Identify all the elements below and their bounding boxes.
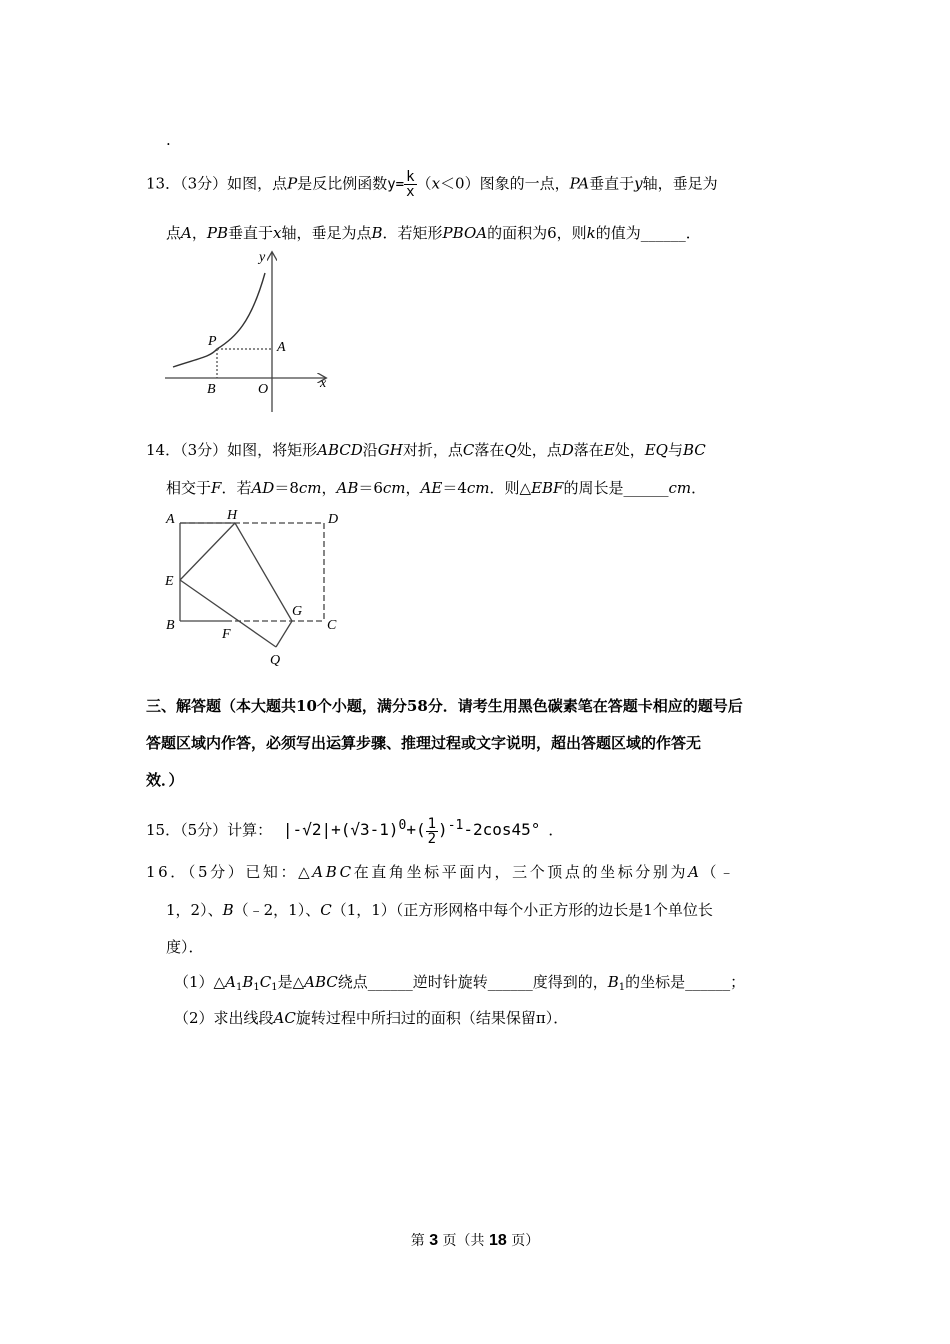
question-16-text-1: [188, 863, 737, 881]
text: （5分）计算：: [180, 821, 273, 839]
fraction-one-half: [426, 817, 438, 846]
math-var: E: [603, 441, 615, 459]
math-var: y: [634, 174, 643, 193]
label-Q: Q: [270, 653, 281, 668]
math-var: P: [287, 174, 298, 193]
page-footer: [0, 1230, 950, 1250]
text: （1，1）（正方形网格中每个小正方形的边长是1个单位长: [331, 901, 713, 919]
section-3-heading-line-1: 三、解答题（本大题共10个小题，满分58分．请考生用黑色碳素笔在答题卡相应的题号后: [146, 697, 743, 715]
text: 对折，点: [402, 441, 463, 459]
fraction-numerator: 1: [427, 815, 437, 832]
subscript: 1: [235, 982, 243, 993]
math-var: PBOA: [442, 224, 488, 242]
label-D: D: [328, 512, 339, 527]
math-var: AE: [420, 479, 443, 497]
question-13-line-2: [166, 223, 701, 243]
math-var: AC: [273, 1009, 296, 1027]
footer-text: 页）: [511, 1233, 540, 1249]
text: 相交于: [166, 479, 212, 497]
text: 绕点______逆时针旋转______度得到的，: [337, 973, 608, 991]
math-var: A: [181, 224, 192, 242]
text: 轴，垂足为点: [281, 224, 372, 242]
figure-14-folded-rectangle: [158, 503, 348, 673]
text: 是△: [277, 973, 305, 991]
math-var: cm: [466, 479, 490, 497]
text: ．: [691, 479, 707, 497]
text: 轴，垂足为: [642, 174, 718, 193]
text: ，: [405, 479, 421, 497]
math-var: PA: [569, 174, 590, 193]
question-16-line-2: [166, 900, 713, 920]
label-H: H: [227, 508, 238, 523]
question-number: 16．: [146, 863, 188, 881]
text: ．若: [221, 479, 252, 497]
text: 点: [166, 224, 182, 242]
text: 的周长是______: [563, 479, 669, 497]
subscript: 1: [271, 982, 278, 993]
text: ，: [191, 224, 207, 242]
label-x: x: [320, 376, 327, 391]
math-var: k: [586, 224, 596, 242]
subscript: 1: [253, 982, 260, 993]
exponent-zero: 0: [398, 818, 407, 833]
math-var: x: [431, 174, 441, 193]
fraction-denominator: x: [406, 184, 415, 200]
segment-EH: [180, 523, 235, 580]
text: （3分）如图，将矩形: [180, 441, 318, 459]
question-number: 14．: [146, 441, 181, 459]
text: 沿: [362, 441, 378, 459]
math-var: EQ: [644, 441, 668, 459]
text: （: [416, 174, 432, 193]
text: （2）求出线段: [174, 1009, 274, 1027]
text: 的面积为6，则: [487, 224, 587, 242]
question-14-text-2: [166, 479, 706, 497]
text: 是反比例函数: [297, 174, 388, 193]
text: 垂直于: [228, 224, 274, 242]
math-var: B: [371, 224, 383, 242]
footer-text: 第: [410, 1233, 425, 1249]
math-var: BC: [683, 441, 706, 459]
math-var: B: [242, 973, 254, 991]
text: ．: [548, 821, 564, 839]
math-var: cm: [668, 479, 692, 497]
text: 与: [667, 441, 683, 459]
section-3-heading-line-2: 答题区域内作答，必须写出运算步骤、推理过程或文字说明，超出答题区域的作答无: [146, 734, 702, 752]
question-16-subquestion-1: [174, 972, 745, 998]
hyperbola-curve: [173, 273, 265, 367]
text: （﹣: [701, 863, 737, 881]
label-B: B: [207, 382, 216, 397]
question-15: [146, 813, 564, 847]
text: ＝8: [274, 479, 299, 497]
figure-13-inverse-function-graph: [155, 245, 340, 415]
question-16-line-1: [146, 862, 737, 882]
math-var: x: [273, 224, 282, 242]
exponent-negative-one: -1: [447, 818, 464, 833]
question-14-text-1: [180, 441, 706, 459]
text: ＜0）图象的一点，: [440, 174, 570, 193]
text: ＝4: [442, 479, 467, 497]
label-O: O: [258, 382, 269, 397]
total-pages: 18: [489, 1232, 507, 1249]
math-var: EBF: [531, 479, 564, 497]
label-B: B: [166, 618, 175, 633]
label-E: E: [165, 574, 174, 589]
math-var: cm: [382, 479, 406, 497]
text: 旋转过程中所扫过的面积（结果保留π）．: [295, 1009, 569, 1027]
fraction-numerator: k: [406, 169, 415, 185]
math-expression-part-c: ): [438, 820, 448, 839]
math-var: B: [222, 901, 234, 919]
text: 在直角坐标平面内，三个顶点的坐标分别为: [353, 863, 689, 881]
question-number: 13．: [146, 174, 181, 193]
function-y: y=: [387, 176, 405, 193]
text: 处，点: [516, 441, 562, 459]
text: 的坐标是______；: [625, 973, 746, 991]
label-A: A: [166, 512, 175, 527]
footer-text: 页（共: [442, 1233, 485, 1249]
question-13-line-1: [146, 170, 718, 199]
question-14-line-1: [146, 440, 706, 460]
math-var: ABCD: [317, 441, 363, 459]
segment-QG: [276, 621, 292, 647]
segment-HG: [235, 523, 292, 621]
math-var: C: [462, 441, 475, 459]
math-var: GH: [377, 441, 403, 459]
question-16-subquestion-2: [174, 1008, 568, 1028]
text: ．若矩形: [382, 224, 443, 242]
text: （3分）如图，点: [180, 174, 288, 193]
fraction-k-over-x: [404, 170, 416, 199]
label-A: A: [277, 340, 286, 355]
math-var: F: [211, 479, 222, 497]
fraction-denominator: 2: [427, 830, 437, 847]
math-expression-part-d: -2cos45°: [463, 820, 541, 839]
page-number: 3: [429, 1232, 439, 1249]
math-expression-part-a: |-√2|+(√3-1): [282, 820, 399, 839]
label-P: P: [208, 334, 217, 349]
text: ．则△: [489, 479, 532, 497]
math-var: AD: [251, 479, 275, 497]
math-var: B: [607, 973, 619, 991]
question-16-text-2: [166, 901, 713, 919]
math-var: D: [561, 441, 574, 459]
text: 垂直于: [589, 174, 635, 193]
label-F: F: [222, 627, 231, 642]
math-var: A: [225, 973, 236, 991]
math-var: C: [259, 973, 272, 991]
math-var: C: [320, 901, 332, 919]
question-number: 15．: [146, 821, 181, 839]
question-14-line-2: [166, 478, 706, 498]
text: ，: [321, 479, 337, 497]
math-var: A: [688, 863, 702, 881]
math-var: AB: [336, 479, 359, 497]
text: （﹣2，1）、: [233, 901, 321, 919]
text: ＝6: [358, 479, 383, 497]
math-var: ABC: [304, 973, 338, 991]
text: （5分）已知：△: [187, 863, 313, 881]
leading-dot: .: [166, 131, 171, 149]
label-G: G: [292, 604, 303, 619]
question-16-line-3: 度）．: [166, 938, 204, 956]
label-y: y: [259, 250, 266, 265]
section-3-heading-line-3: 效．）: [146, 771, 184, 789]
text: 落在: [573, 441, 604, 459]
text: 处，: [614, 441, 645, 459]
label-C: C: [327, 618, 337, 633]
text: 落在: [474, 441, 505, 459]
math-var: Q: [504, 441, 517, 459]
text: （1）△: [174, 973, 226, 991]
subscript: 1: [618, 982, 626, 993]
math-var: PB: [206, 224, 228, 242]
text: 1，2）、: [166, 901, 223, 919]
math-var: cm: [298, 479, 322, 497]
math-expression-part-b: +(: [406, 820, 426, 839]
text: 的值为______．: [595, 224, 701, 242]
math-var: ABC: [312, 863, 354, 881]
